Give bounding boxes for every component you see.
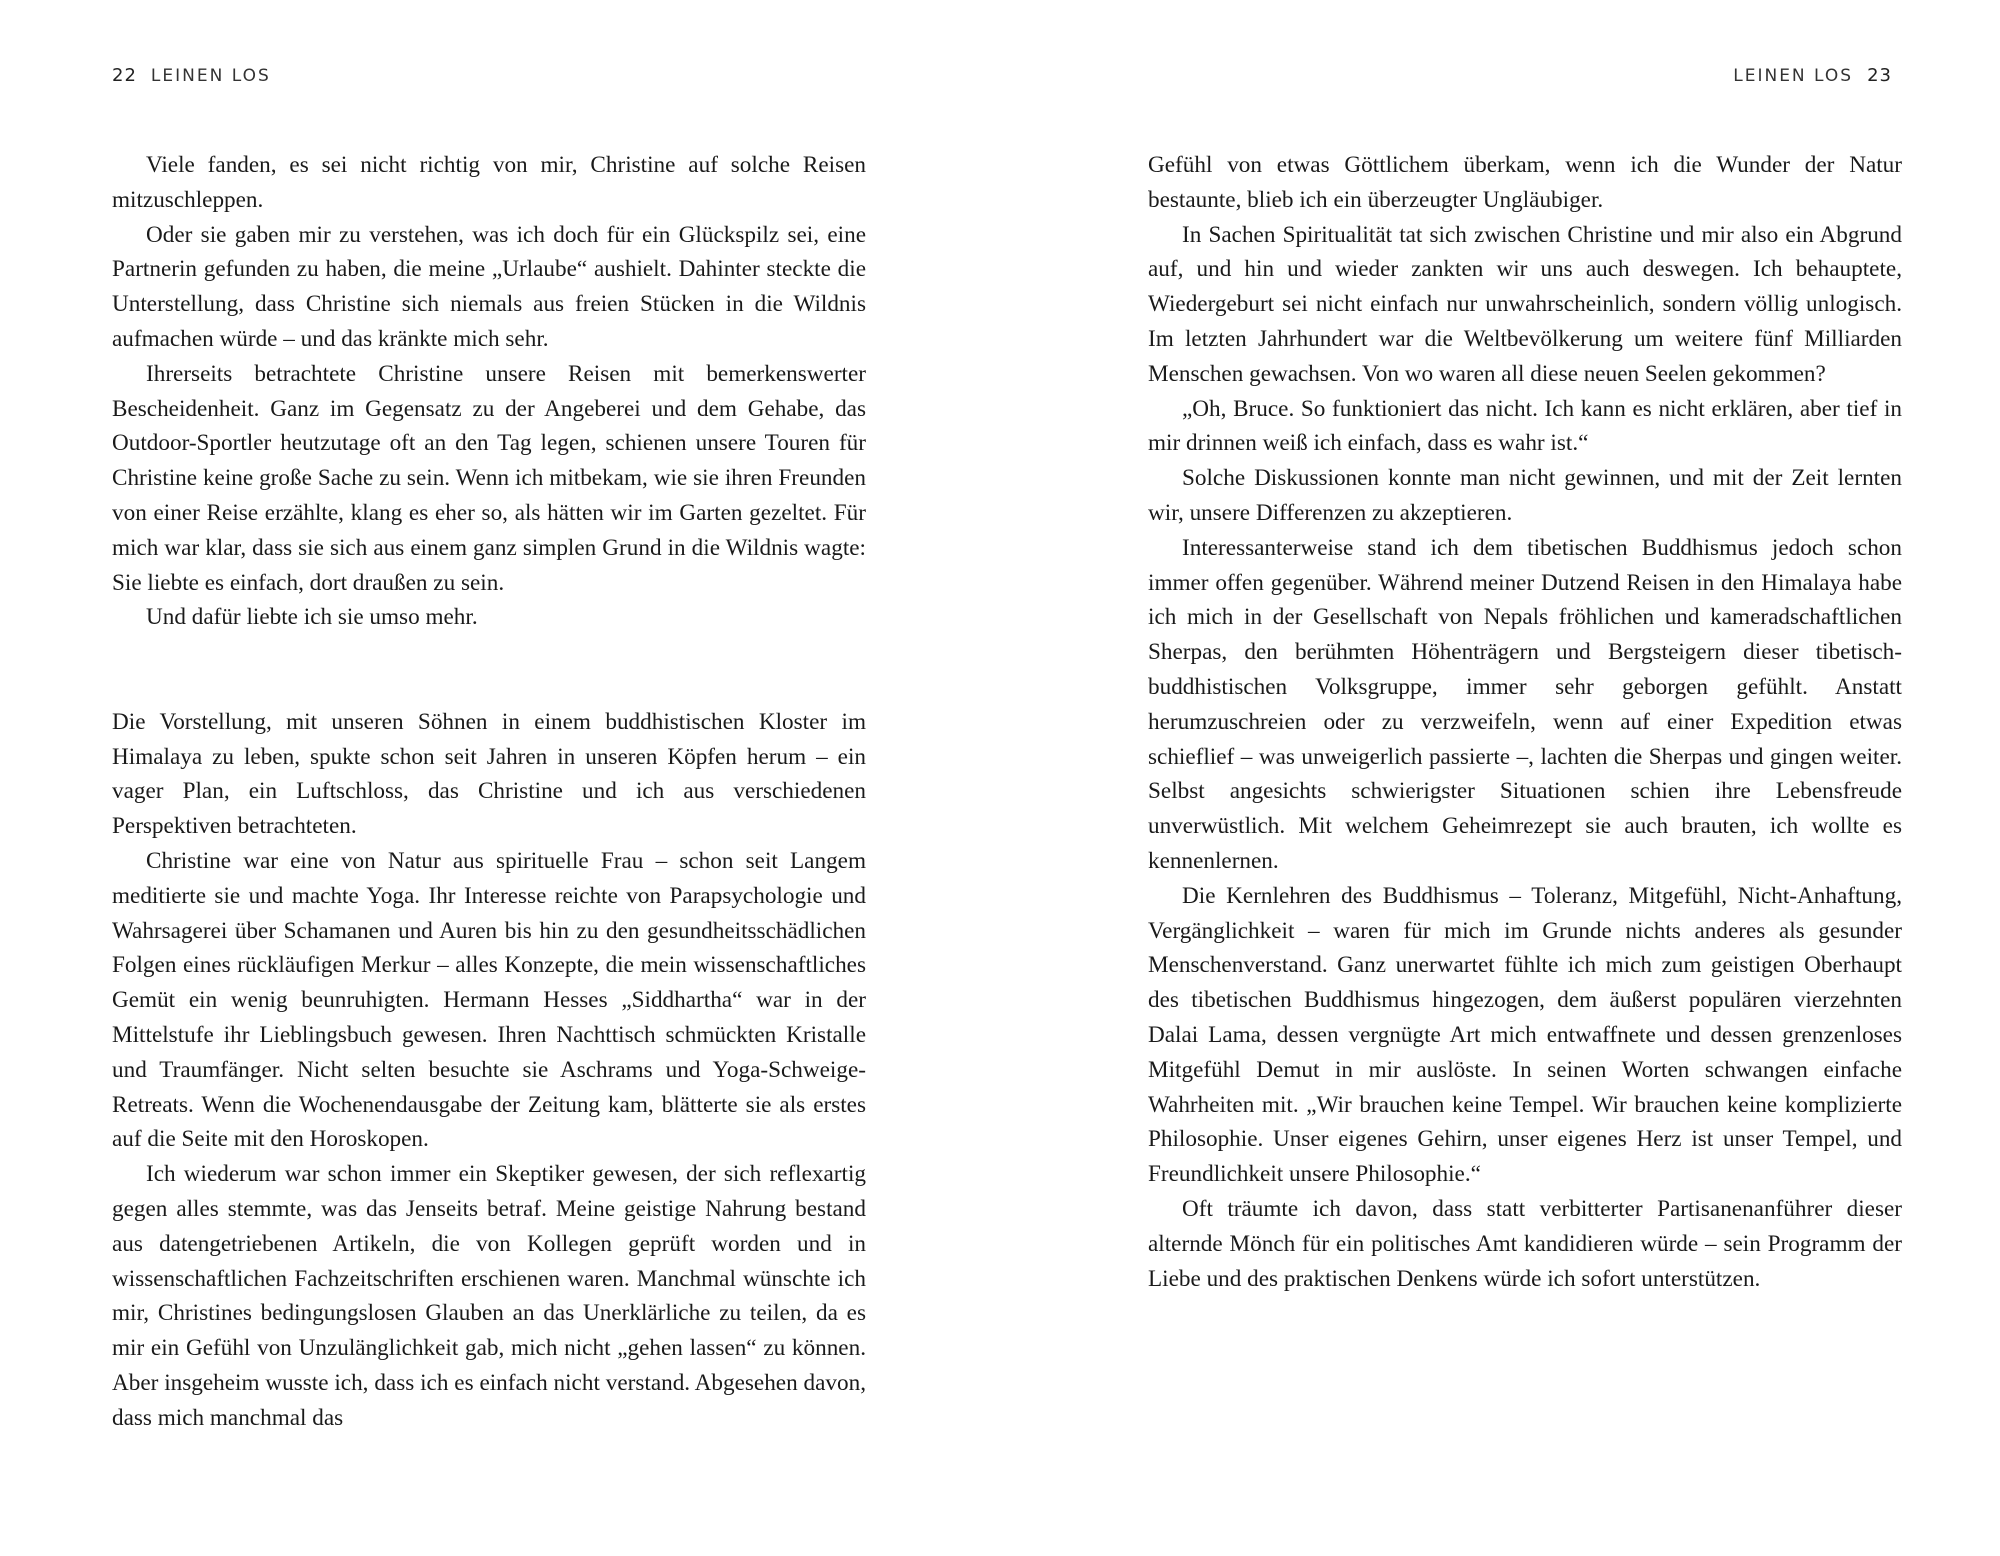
paragraph: Und dafür liebte ich sie umso mehr.: [146, 604, 478, 631]
paragraph: Die Vorstellung, mit unseren Söhnen in einem buddhistischen Kloster im Himalaya zu leben, spukte schon seit Jahren in unseren Köpfen herum – ein vager Plan, ein Luftschloss, das Christine und ich aus verschiedenen Perspektiven betrachteten.: [112, 708, 866, 840]
paragraph: In Sachen Spiritualität tat sich zwischen Christine und mir also ein Abgrund auf, und hin und wieder zankten wir uns auch deswegen. Ich behauptete, Wiedergeburt sei nicht einfach nur unwahrscheinlich, sondern völlig unlogisch. Im letzten Jahrhundert war die Weltbevölkerung um weitere fünf Milliarden Menschen gewachsen. Von wo waren all diese neuen Seelen gekommen?: [1148, 221, 1902, 387]
paragraph: Solche Diskussionen konnte man nicht gewinnen, und mit der Zeit lernten wir, unsere Differenzen zu akzeptieren.: [1148, 465, 1902, 526]
paragraph: Interessanterweise stand ich dem tibetischen Buddhismus jedoch schon immer offen gegenüber. Während meiner Dutzend Reisen in den Himalaya habe ich mich in der Gesellschaft von Nepals fröhlichen und kameradschaftlichen Sherpas, den berühmten Höhenträgern und Bergsteigern dieser tibetisch-buddhistischen Volksgruppe, immer sehr geborgen gefühlt. Anstatt herumzuschreien oder zu verzweifeln, wenn auf einer Expedition etwas schieflief – was unweigerlich passierte –, lachten die Sherpas und gingen weiter. Selbst angesichts schwierigster Situationen schien ihre Lebensfreude unverwüstlich. Mit welchem Geheimrezept sie auch brauten, ich wollte es kennenlernen.: [1148, 534, 1902, 874]
right-page-number: 23: [1867, 65, 1892, 86]
paragraph: Oft träumte ich davon, dass statt verbitterter Partisanenanführer dieser alternde Mönch für ein politisches Amt kandidieren würde – sein Programm der Liebe und des praktischen Denkens würde ich sofort unterstützen.: [1148, 1195, 1902, 1292]
paragraph: Ich wiederum war schon immer ein Skeptiker gewesen, der sich reflexartig gegen alles stemmte, was das Jenseits betraf. Meine geistige Nahrung bestand aus datengetriebenen Artikeln, die von Kollegen geprüft worden und in wissenschaftlichen Fachzeitschriften erschienen waren. Manchmal wünschte ich mir, Christines bedingungslosen Glauben an das Unerklärliche zu teilen, da es mir ein Gefühl von Unzulänglichkeit gab, mich nicht „gehen lassen“ zu können. Aber insgeheim wusste ich, dass ich es einfach nicht verstand. Abgesehen davon, dass mich manchmal das: [112, 1161, 866, 1431]
paragraph: Die Kernlehren des Buddhismus – Toleranz, Mitgefühl, Nicht-Anhaftung, Vergänglichkeit – waren für mich im Grunde nichts anderes als gesunder Menschenverstand. Ganz unerwartet fühlte ich mich zum geistigen Oberhaupt des tibetischen Buddhismus hingezogen, dem äußerst populären vierzehnten Dalai Lama, dessen vergnügte Art mich entwaffnete und dessen grenzenloses Mitgefühl Demut in mir auslöste. In seinen Worten schwangen einfache Wahrheiten mit. „Wir brauchen keine Tempel. Wir brauchen keine komplizierte Philosophie. Unser eigenes Gehirn, unser eigenes Herz ist unser Tempel, und Freundlichkeit unsere Philosophie.“: [1148, 882, 1902, 1188]
paragraph: Christine war eine von Natur aus spirituelle Frau – schon seit Langem meditierte sie und machte Yoga. Ihr Interesse reichte von Parapsychologie und Wahrsagerei über Schamanen und Auren bis hin zu den gesundheitsschädlichen Folgen eines rückläufigen Merkur – alles Konzepte, die mein wissenschaftliches Gemüt ein wenig beunruhigten. Hermann Hesses „Siddhartha“ war in der Mittelstufe ihr Lieblingsbuch gewesen. Ihren Nachttisch schmückten Kristalle und Traumfänger. Nicht selten besuchte sie Aschrams und Yoga-Schweige-Retreats. Wenn die Wochenendausgabe der Zeitung kam, blätterte sie als erstes auf die Seite mit den Horoskopen.: [112, 847, 866, 1153]
right-running-head: [1733, 64, 1892, 88]
right-page: [1000, 0, 2000, 1556]
left-page-number: 22: [112, 65, 137, 86]
right-body-text: [1148, 148, 1902, 1296]
paragraph: Oder sie gaben mir zu verstehen, was ich doch für ein Glückspilz sei, eine Partnerin gefunden zu haben, die meine „Urlaube“ aushielt. Dahinter steckte die Unterstellung, dass Christine sich niemals aus freien Stücken in die Wildnis aufmachen würde – und das kränkte mich sehr.: [112, 221, 866, 352]
paragraph: Ihrerseits betrachtete Christine unsere Reisen mit bemerkenswerter Bescheidenheit. Ganz im Gegensatz zu der Angeberei und dem Gehabe, das Outdoor-Sportler heutzutage oft an den Tag legen, schienen unsere Touren für Christine keine große Sache zu sein. Wenn ich mitbekam, wie sie ihren Freunden von einer Reise erzählte, klang es eher so, als hätten wir im Garten gezeltet. Für mich war klar, dass sie sich aus einem ganz simplen Grund in die Wildnis wagte: Sie liebte es einfach, dort draußen zu sein.: [112, 360, 866, 596]
left-running-title: LEINEN LOS: [150, 66, 271, 86]
right-running-title: LEINEN LOS: [1733, 66, 1854, 86]
paragraph: Viele fanden, es sei nicht richtig von mir, Christine auf solche Reisen mitzuschleppen.: [112, 152, 866, 213]
section-break: [112, 635, 866, 705]
paragraph: „Oh, Bruce. So funktioniert das nicht. Ich kann es nicht erklären, aber tief in mir drinnen weiß ich einfach, dass es wahr ist.“: [1148, 395, 1902, 457]
paragraph: Gefühl von etwas Göttlichem überkam, wenn ich die Wunder der Natur bestaunte, blieb ich ein überzeugter Ungläubiger.: [1148, 152, 1902, 213]
left-body-text: [112, 148, 866, 1435]
left-running-head: [112, 64, 271, 88]
